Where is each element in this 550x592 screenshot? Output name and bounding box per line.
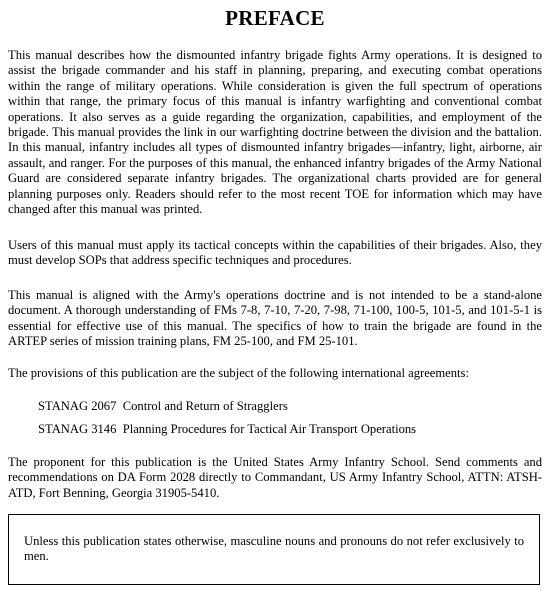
page-title: PREFACE (225, 6, 325, 30)
notice-box (8, 514, 540, 585)
paragraph-proponent: The proponent for this publication is the United States Army Infantry School. Send comments and recommendations on DA Form 2028 directly to Commandant, US Army Infantry School, ATTN: ATSH-ATD, Fort Benning, Georgia 31905-5410. (8, 455, 542, 500)
paragraph-users: Users of this manual must apply its tactical concepts within the capabilities of their brigades. Also, they must develop SOPs that address specific techniques and procedures. (8, 238, 542, 268)
stanag-item: STANAG 2067 Control and Return of Stragglers (38, 399, 288, 413)
paragraph-alignment: This manual is aligned with the Army's operations doctrine and is not intended to be a stand-alone document. A thorough understanding of FMs 7-8, 7-10, 7-20, 7-98, 71-100, 100-5, 101-5, and 101-5-1 is essential for effective use of this manual. The specifics of how to train the brigade are found in the ARTEP series of mission training plans, FM 25-100, and FM 25-101. (8, 288, 542, 349)
notice-text: Unless this publication states otherwise, masculine nouns and pronouns do not refer exclusively to men. (24, 534, 524, 564)
paragraph-agreements: The provisions of this publication are the subject of the following international agreements: (8, 366, 469, 380)
stanag-item: STANAG 3146 Planning Procedures for Tactical Air Transport Operations (38, 422, 417, 436)
paragraph-purpose: This manual describes how the dismounted infantry brigade fights Army operations. It is designed to assist the brigade commander and his staff in planning, preparing, and executing combat operations within the range of military operations. While consideration is given the full spectrum of operations within that range, the primary focus of this manual is infantry warfighting and conventional combat operations. It also serves as a guide regarding the organization, capabilities, and employment of the brigade. This manual provides the link in our warfighting doctrine between the division and the battalion. In this manual, infantry includes all types of dismounted infantry brigades—infantry, light, airborne, air assault, and ranger. For the purposes of this manual, the enhanced infantry brigades of the Army National Guard are considered separate infantry brigades. The organizational charts provided are for general planning purposes only. Readers should refer to the most recent TOE for information which may have changed after this manual was printed. (8, 48, 542, 217)
